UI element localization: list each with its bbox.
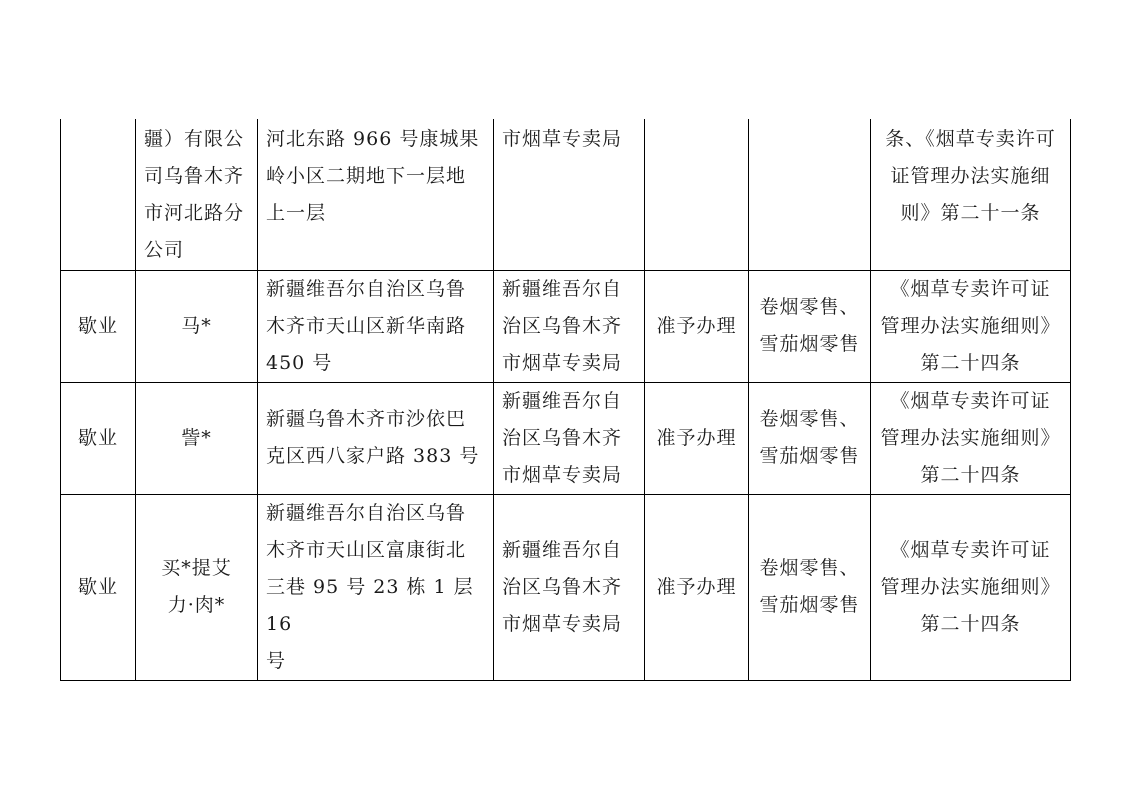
legal-basis-cell: 条、《烟草专卖许可 证管理办法实施细 则》第二十一条 xyxy=(871,119,1071,270)
authority-cell: 新疆维吾尔自 治区乌鲁木齐 市烟草专卖局 xyxy=(494,270,645,382)
holder-name-cell: 訾* xyxy=(136,382,258,494)
holder-name-cell: 马* xyxy=(136,270,258,382)
legal-basis-cell: 《烟草专卖许可证 管理办法实施细则》 第二十四条 xyxy=(871,494,1071,680)
scope-cell: 卷烟零售、 雪茄烟零售 xyxy=(749,270,871,382)
holder-name-cell: 买*提艾 力·肉* xyxy=(136,494,258,680)
authority-cell: 市烟草专卖局 xyxy=(494,119,645,270)
scope-cell: 卷烟零售、 雪茄烟零售 xyxy=(749,494,871,680)
scope-cell: 卷烟零售、 雪茄烟零售 xyxy=(749,382,871,494)
table-row xyxy=(61,119,1071,270)
authority-cell: 新疆维吾尔自 治区乌鲁木齐 市烟草专卖局 xyxy=(494,494,645,680)
table-row xyxy=(61,382,1071,494)
address-cell: 河北东路 966 号康城果 岭小区二期地下一层地 上一层 xyxy=(258,119,494,270)
status-cell: 歇业 xyxy=(61,270,136,382)
status-cell: 歇业 xyxy=(61,494,136,680)
table-row xyxy=(61,494,1071,680)
decision-cell: 准予办理 xyxy=(645,382,749,494)
decision-cell: 准予办理 xyxy=(645,270,749,382)
legal-basis-cell: 《烟草专卖许可证 管理办法实施细则》 第二十四条 xyxy=(871,270,1071,382)
address-cell: 新疆维吾尔自治区乌鲁 木齐市天山区新华南路 450 号 xyxy=(258,270,494,382)
scope-cell xyxy=(749,119,871,270)
authority-cell: 新疆维吾尔自 治区乌鲁木齐 市烟草专卖局 xyxy=(494,382,645,494)
address-cell: 新疆乌鲁木齐市沙依巴 克区西八家户路 383 号 xyxy=(258,382,494,494)
decision-cell: 准予办理 xyxy=(645,494,749,680)
license-table xyxy=(60,119,1071,681)
holder-name-cell: 疆）有限公 司乌鲁木齐 市河北路分 公司 xyxy=(136,119,258,270)
address-cell: 新疆维吾尔自治区乌鲁 木齐市天山区富康街北 三巷 95 号 23 栋 1 层 16 号 xyxy=(258,494,494,680)
status-cell: 歇业 xyxy=(61,382,136,494)
status-cell xyxy=(61,119,136,270)
decision-cell xyxy=(645,119,749,270)
legal-basis-cell: 《烟草专卖许可证 管理办法实施细则》 第二十四条 xyxy=(871,382,1071,494)
table-row xyxy=(61,270,1071,382)
